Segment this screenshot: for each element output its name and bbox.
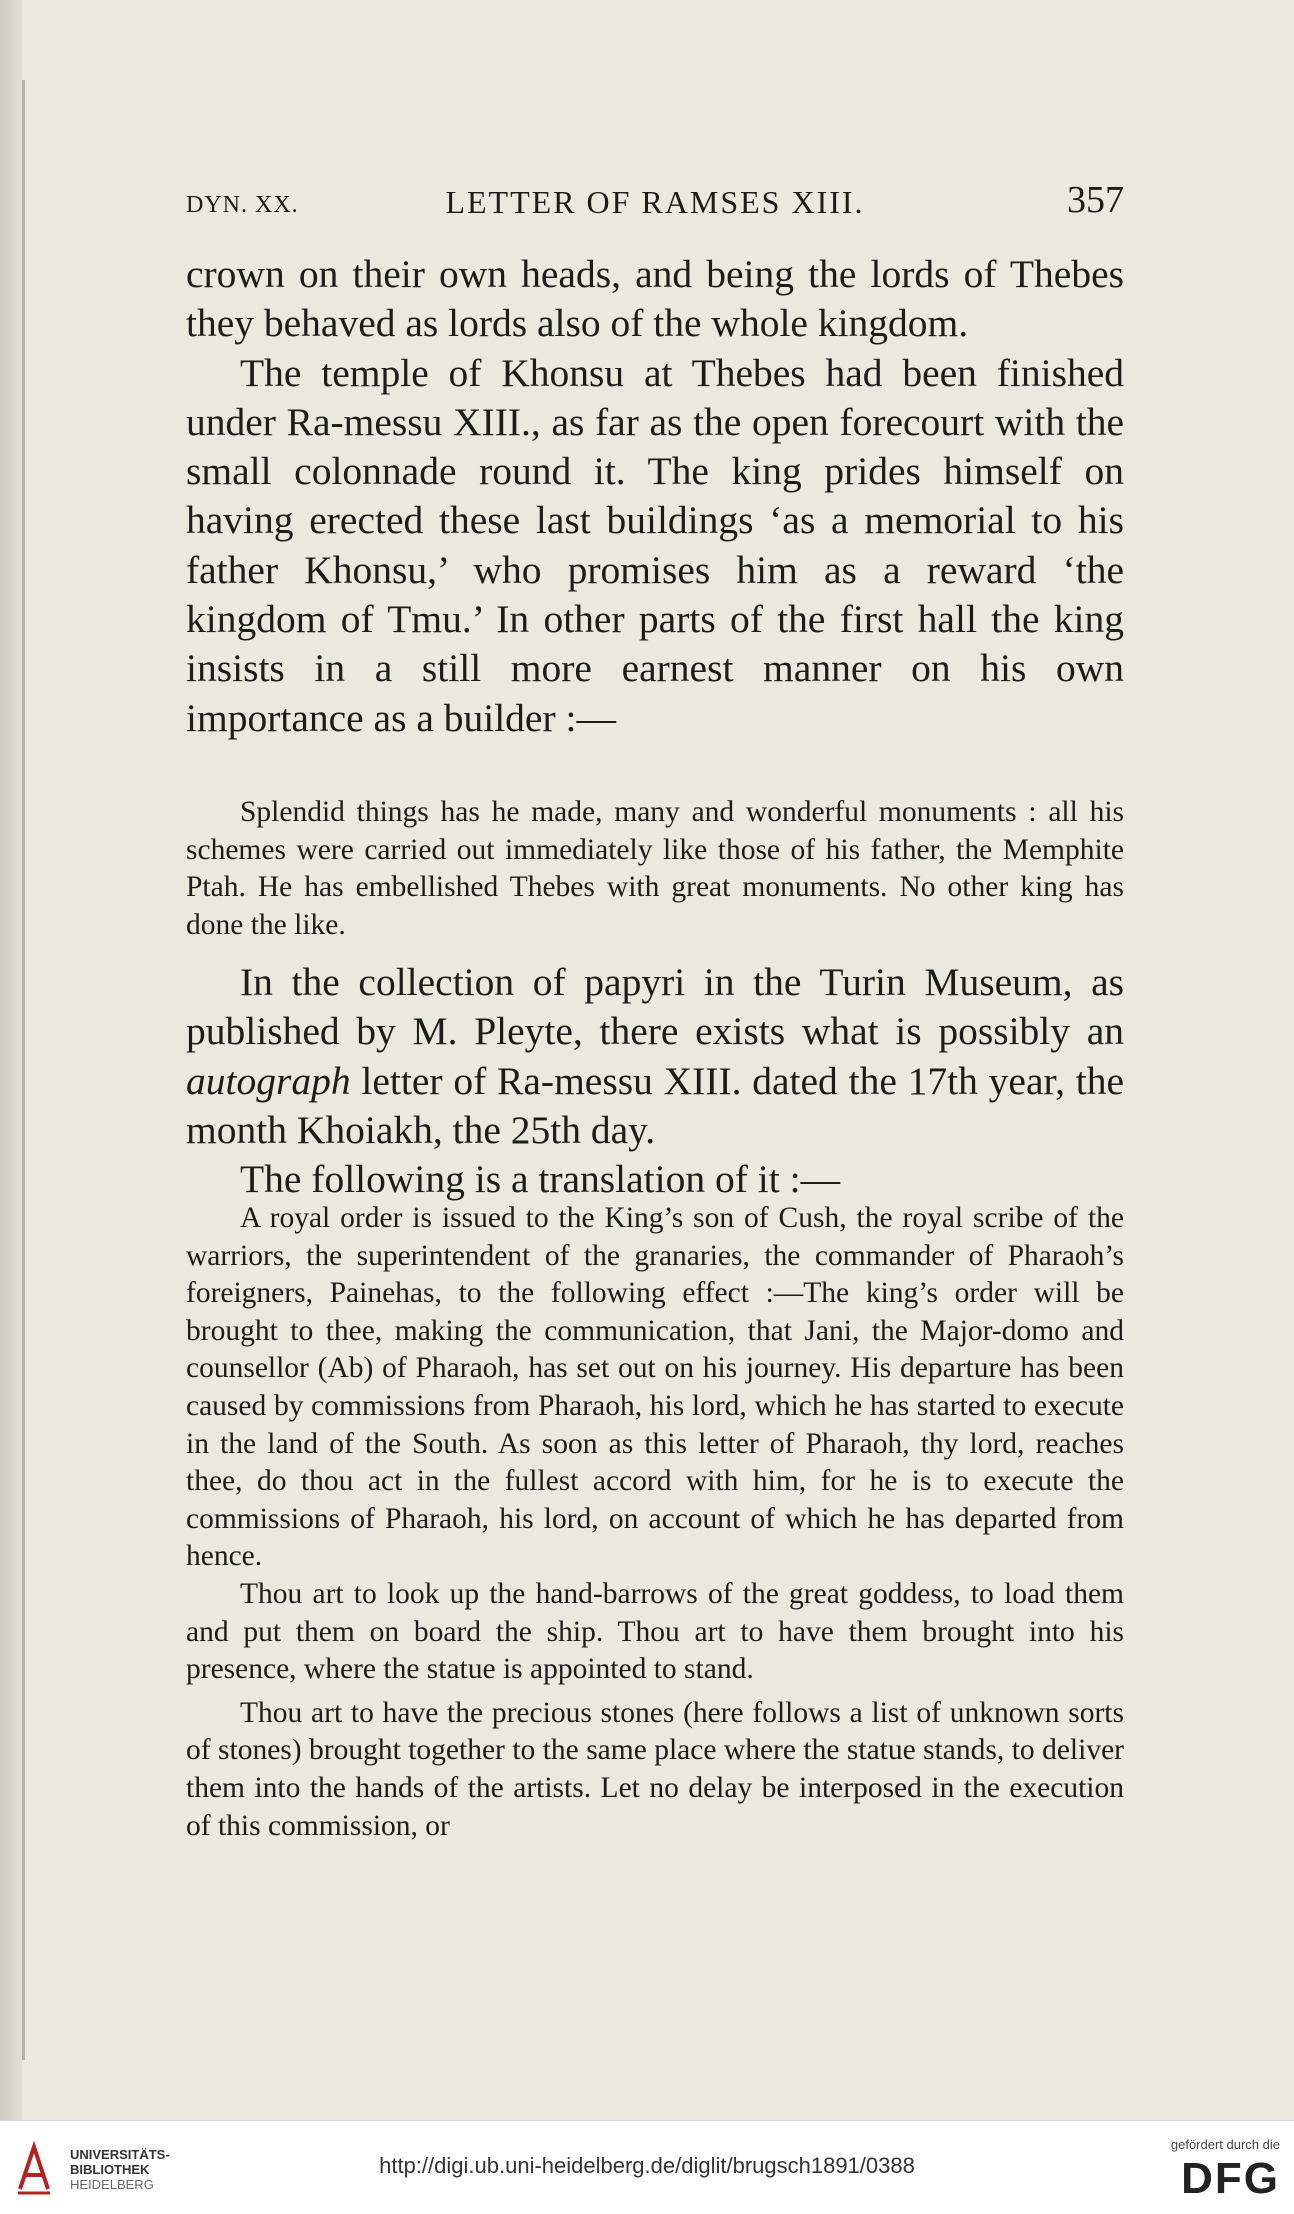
paragraph-turin-papyri <box>186 958 1124 1155</box>
paragraph-continuation: crown on their own heads, and being the lords of Thebes they behaved as lords also of the whole kingdom. <box>186 252 1124 346</box>
header-dynasty: DYN. XX. <box>186 192 299 218</box>
paragraph-translation-intro: The following is a translation of it :— <box>240 1157 841 1202</box>
library-name-line-2: BIBLIOTHEK <box>70 2162 150 2177</box>
letter-paragraph-precious-stones: Thou art to have the precious stones (here follows a list of unknown sorts of stones) brought together to the same place where the statue stands, to deliver them into the hands of the artists. Let no delay be interposed in the execution of this commission, or <box>186 1696 1124 1842</box>
turin-papyri-text-b: letter of Ra-messu XIII. dated the 17th year, the month Khoiakh, the 25th day. <box>186 1058 1124 1152</box>
page-spine-shadow <box>0 0 22 2120</box>
running-header <box>186 178 1124 228</box>
library-name-line-1: UNIVERSITÄTS- <box>70 2147 170 2162</box>
header-title: LETTER OF RAMSES XIII. <box>445 184 865 220</box>
permalink-url[interactable]: http://digi.ub.uni-heidelberg.de/diglit/brugsch1891/0388 <box>379 2153 915 2178</box>
page-edge-line <box>22 80 25 2060</box>
paragraph-khonsu-temple: The temple of Khonsu at Thebes had been finished under Ra-messu XIII., as far as the open forecourt with the small colonnade round it. The king prides himself on having erected these last buildings ‘as a memorial to his father Khonsu,’ who promises him as a reward ‘the kingdom of Tmu.’ In other parts of the first hall the king insists in a still more earnest manner on his own importance as a builder :— <box>186 350 1124 740</box>
letter-translation <box>186 1200 1124 1845</box>
quote-block-monuments <box>186 794 1124 944</box>
viewer-footer <box>0 2120 1294 2214</box>
quote-monuments: Splendid things has he made, many and wonderful monuments : all his schemes were carried out immediately like those of his father, the Memphite Ptah. He has embellished Thebes with great monuments. No other king has done the like. <box>186 796 1124 941</box>
letter-paragraph-order: A royal order is issued to the King’s son of Cush, the royal scribe of the warriors, the superintendent of the granaries, the commander of Pharaoh’s foreigners, Painehas, to the following effect :—The king’s order will be brought to thee, making the communication, that Jani, the Major-domo and counsellor (Ab) of Pharaoh, has set out on his journey. His departure has been caused by commissions from Pharaoh, his lord, which he has started to execute in the land of the South. As soon as this letter of Pharaoh, thy lord, reaches thee, do thou act in the fullest accord with him, for he is to execute the commissions of Pharaoh, his lord, on account of which he has departed from hence. <box>186 1202 1124 1573</box>
page-number: 357 <box>1067 179 1124 221</box>
turin-papyri-italic: autograph <box>186 1058 351 1103</box>
funded-by-label: gefördert durch die <box>1170 2137 1280 2152</box>
letter-paragraph-hand-barrows: Thou art to look up the hand-barrows of the great goddess, to load them and put them on board the ship. Thou art to have them brought into his presence, where the statue is appointed to stand. <box>186 1577 1124 1686</box>
library-name-line-3: HEIDELBERG <box>70 2177 154 2192</box>
turin-papyri-text-a: In the collection of papyri in the Turin Museum, as published by M. Pleyte, there exists what is possibly an <box>186 960 1124 1054</box>
dfg-logo: DFG <box>1181 2154 1280 2203</box>
body-text-middle <box>186 958 1124 1204</box>
body-text-top <box>186 250 1124 743</box>
